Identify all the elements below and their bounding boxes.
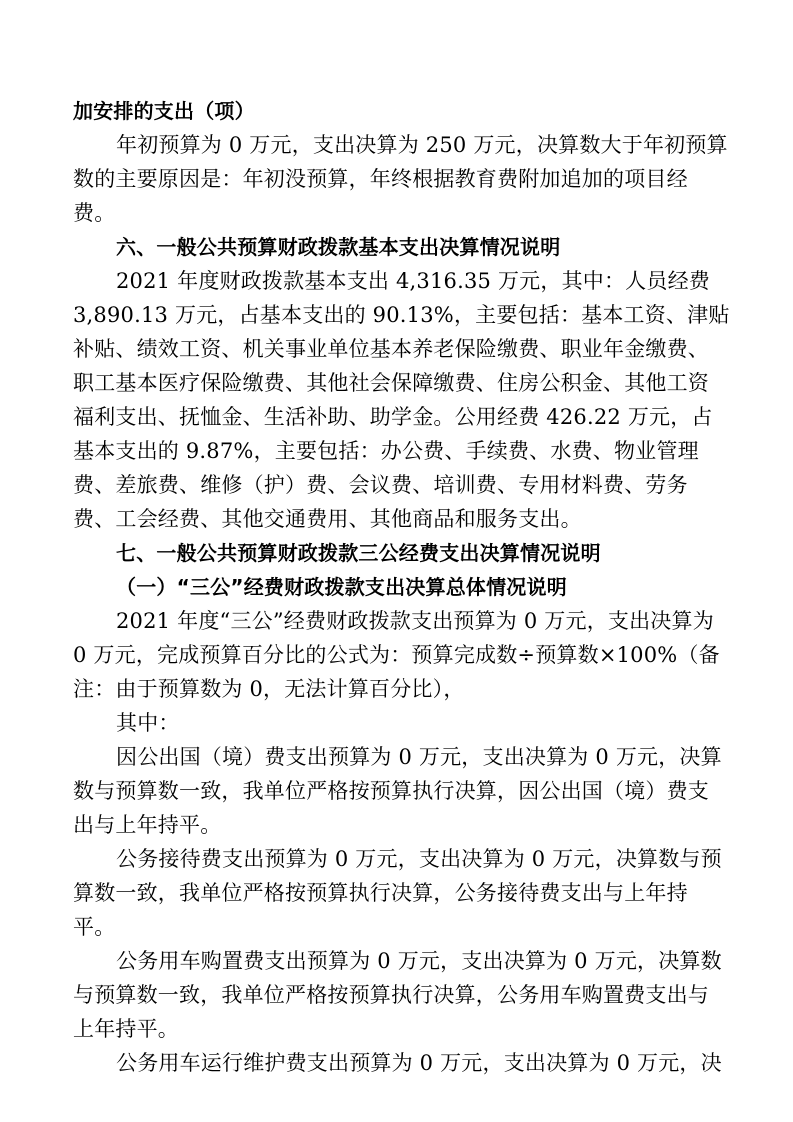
paragraph-line: 其中： xyxy=(116,711,180,735)
paragraph-line: 因公出国（境）费支出预算为 0 万元，支出决算为 0 万元，决算 xyxy=(116,745,722,769)
paragraph-line: 公务用车购置费支出预算为 0 万元，支出决算为 0 万元，决算数 xyxy=(116,949,722,973)
section-heading-6: 六、一般公共预算财政拨款基本支出决算情况说明 xyxy=(116,235,561,259)
subsection-heading-1: （一）“三公”经费财政拨款支出决算总体情况说明 xyxy=(116,575,567,599)
paragraph-line: 与预算数一致，我单位严格按预算执行决算，公务用车购置费支出与 xyxy=(73,983,709,1007)
paragraph-line: 职工基本医疗保险缴费、其他社会保障缴费、住房公积金、其他工资 xyxy=(73,371,709,395)
paragraph-line: 3,890.13 万元，占基本支出的 90.13%，主要包括：基本工资、津贴 xyxy=(73,303,730,327)
paragraph-line: 2021 年度“三公”经费财政拨款支出预算为 0 万元，支出决算为 xyxy=(116,609,714,633)
section-heading-7: 七、一般公共预算财政拨款三公经费支出决算情况说明 xyxy=(116,541,601,565)
paragraph-line: 出与上年持平。 xyxy=(73,813,222,837)
paragraph-line: 公务用车运行维护费支出预算为 0 万元，支出决算为 0 万元，决 xyxy=(116,1051,722,1075)
paragraph-line: 数的主要原因是：年初没预算，年终根据教育费附加追加的项目经 xyxy=(73,167,688,191)
paragraph-line: 福利支出、抚恤金、生活补助、助学金。公用经费 426.22 万元，占 xyxy=(73,405,713,429)
paragraph-line: 数与预算数一致，我单位严格按预算执行决算，因公出国（境）费支 xyxy=(73,779,709,803)
paragraph-line: 基本支出的 9.87%，主要包括：办公费、手续费、水费、物业管理 xyxy=(73,439,699,463)
paragraph-line: 算数一致，我单位严格按预算执行决算，公务接待费支出与上年持 xyxy=(73,881,688,905)
paragraph-line: 费、差旅费、维修（护）费、会议费、培训费、专用材料费、劳务 xyxy=(73,473,688,497)
paragraph-line: 年初预算为 0 万元，支出决算为 250 万元，决算数大于年初预算 xyxy=(116,133,728,157)
paragraph-line: 补贴、绩效工资、机关事业单位基本养老保险缴费、职业年金缴费、 xyxy=(73,337,709,361)
paragraph-line: 平。 xyxy=(73,915,116,939)
paragraph-line: 2021 年度财政拨款基本支出 4,316.35 万元，其中：人员经费 xyxy=(116,269,710,293)
item-heading-continuation: 加安排的支出（项） xyxy=(73,99,255,123)
paragraph-line: 上年持平。 xyxy=(73,1017,179,1041)
paragraph-line: 公务接待费支出预算为 0 万元，支出决算为 0 万元，决算数与预 xyxy=(116,847,722,871)
paragraph-line: 注：由于预算数为 0，无法计算百分比）， xyxy=(73,677,465,701)
paragraph-line: 费、工会经费、其他交通费用、其他商品和服务支出。 xyxy=(73,507,582,531)
paragraph-line: 0 万元，完成预算百分比的公式为：预算完成数÷预算数×100%（备 xyxy=(73,643,720,667)
paragraph-line: 费。 xyxy=(73,201,116,225)
